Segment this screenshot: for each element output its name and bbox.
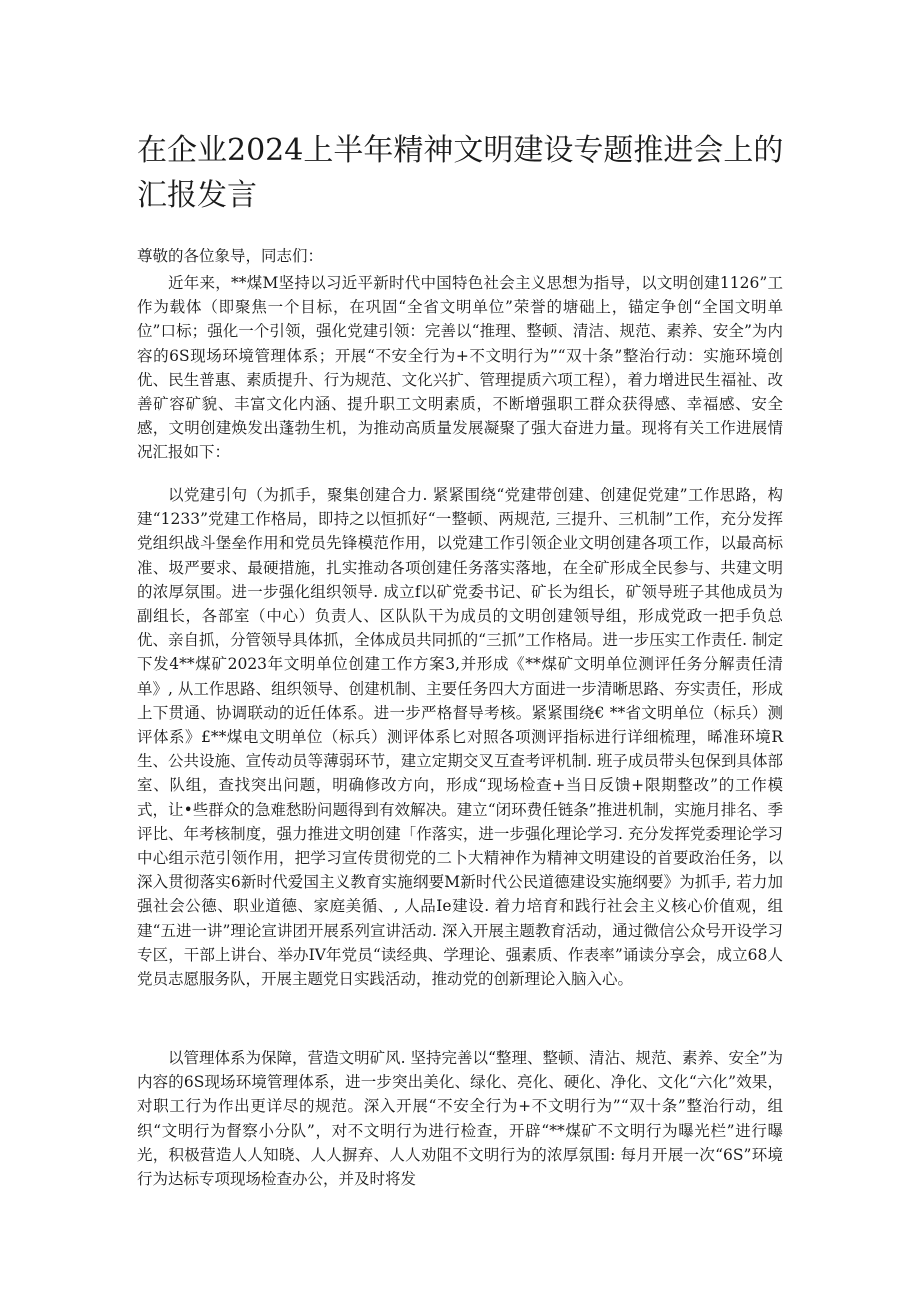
salutation: 尊敬的各位象导，同志们： <box>137 247 324 265</box>
paragraph-management-system: 以管理体系为保障，营造文明矿风. 坚持完善以“整理、整顿、清沾、规范、素养、安全”为内容的6S现场环境管理体系，进一步突出美化、绿化、亮化、硬化、净化、文化“六化”效果，对职工行为作出更详尽的规范。深入开展“不安全行为+不文明行为”“双十条”整治行动，组织“文明行为督察小分队”，对不文明行为进行检查，开辟“**煤矿不文明行为曝光栏”进行曝光，积极营造人人知晓、人人摒弃、人人劝阻不文明行为的浓厚氛围: 每月开展一次“6S”环境行为达标专项现场检查办公，并及时将发 <box>137 1049 783 1189</box>
paragraph-party-building: 以党建引句（为抓手，聚集创建合力. 紧紧围绕“党建带创建、创建促党建”工作思路，构建“1233”党建工作格局，即持之以恒抓好“一整顿、两规范, 三提升、三机制”工作，充分发挥党组织战斗堡垒作用和党员先锋模范作用，以党建工作引领企业文明创建各项工作，以最高标准、圾严要求、最硬措施，扎实推动各项创建任务落实落地，在全矿形成全民参与、共建文明的浓厚氛围。进一步强化组织领导. 成立f以矿党委书记、矿长为组长，矿领导班子其他成员为副组长，各部室（中心）负责人、区队队干为成员的文明创建领导组，形成党政一把手负总优、亲自抓，分管领导具体抓，全体成员共同抓的“三抓”工作格局。进一步压实工作责任. 制定下发4**煤矿2023年文明单位创建工作方案3,并形成《**煤矿文明单位测评任务分解责任清单》, 从工作思路、组织领导、创建机制、主要任务四大方面进一步清晰思路、夯实责任，形成上下贯通、协调联动的近任体系。进一步严格督导考核。紧紧围绕€ **省文明单位（标兵）测评体系》£**煤电文明单位（标兵）测评体系匕对照各项测评指标进行详细梳理，晞准环境R生、公共设施、宣传动员等薄弱环节，建立定期交叉互查考评机制. 班子成员带头包保到具体部室、队组，查找突出问题，明确修改方向，形成“现场检查+当日反馈+限期整改”的工作模式，让•些群众的急难愁盼问题得到有效解决。建立“闭环费任链条”推进机制，实施月排名、季评比、年考核制度，强力推进文明创建「作落实，进一步强化理论学习. 充分发挥党委理论学习中心组示范引领作用，把学习宣传贯彻党的二卜大精神作为精神文明建设的首要政治任务，以深入贯彻落实6新时代爱国主义教育实施纲要M新时代公民道德建设实施纲要》为抓手, 若力加强社会公德、职业道德、家庭美循、, 人品Ie建设. 着力培育和践行社会主义核心价值观，组建“五进一讲”理论宣讲团开展系列宣讲活动. 深入开展主题教育活动，通过微信公众号开设学习专区，干部上讲台、举办IV年党员“读经典、学理论、强素质、作表率”诵读分享会，成立68人党员志愿服务队，开展主题党日实践活动，推动党的创新理论入脑入心。 <box>137 486 783 989</box>
document-title: 在企业2024上半年精神文明建设专题推进会上的汇报发言 <box>137 133 784 213</box>
paragraph-intro: 近年来，**煤M坚持以习近平新时代中国特色社会主义思想为指导，以文明创建1126”工作为载体（即聚焦一个目标，在巩固“全省文明单位”荣誉的塘础上，锚定争创“全国文明单位”口标；强化一个引领，强化党建引领：完善以“推理、整顿、清洁、规范、素养、安全”为内容的6S现场环境管理体系；开展“不安全行为+不文明行为”“双十条”整治行动：实施环境创优、民生普惠、素质提升、行为规范、文化兴扩、管理提质六项工程），着力增进民生福祉、改善矿容矿貌、丰富文化内涵、提升职工文明素质，不断增强职工群众获得感、幸福感、安全感，文明创建焕发出蓬勃生机，为推动高质量发展凝聚了强大奋进力量。现将有关工作进展情况汇报如下： <box>137 274 783 462</box>
